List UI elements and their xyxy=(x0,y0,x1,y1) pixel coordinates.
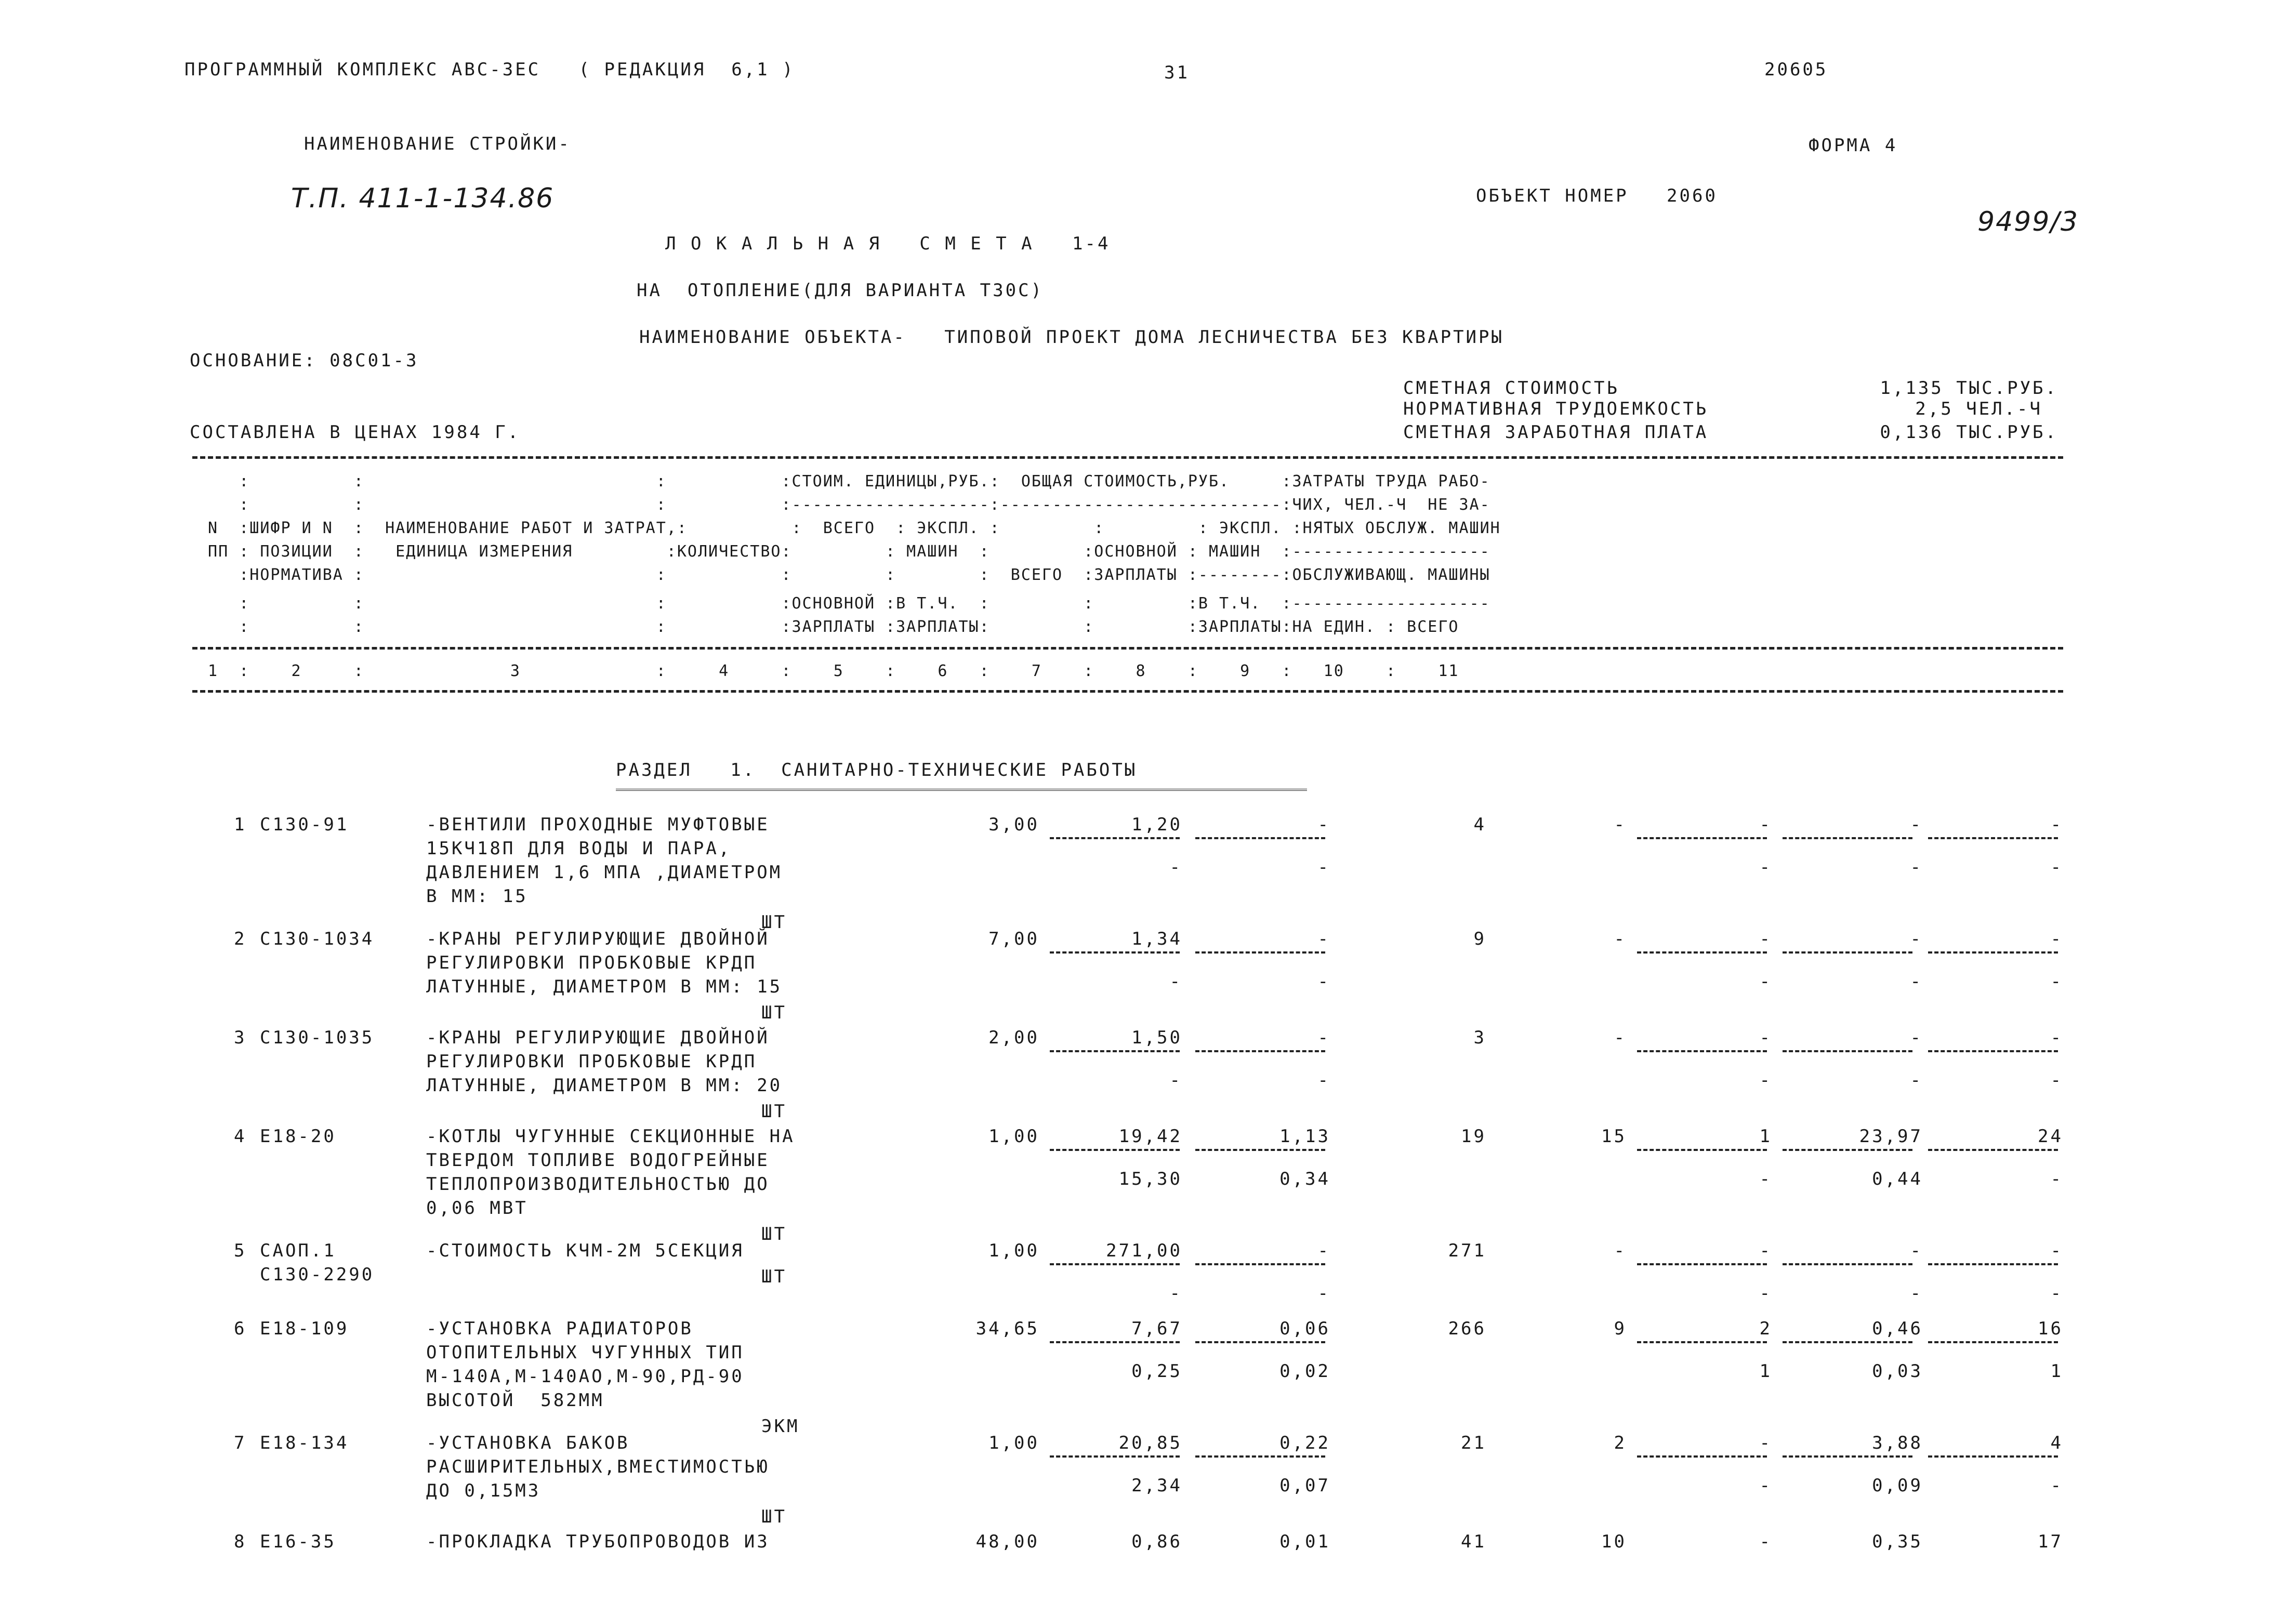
cell-divider xyxy=(1928,1050,2058,1052)
summary-value: 2,5 ЧЕЛ.-Ч xyxy=(1915,399,2042,419)
machine-wages: - xyxy=(1759,1475,1772,1496)
item-description: РЕГУЛИРОВКИ ПРОБКОВЫЕ КРДП xyxy=(426,1051,757,1072)
cell-divider xyxy=(1928,837,2058,839)
unit-cost-total: 20,85 xyxy=(1118,1433,1182,1453)
labor-per-unit: - xyxy=(1910,814,1923,835)
estimate-title: Л О К А Л Ь Н А Я С М Е Т А 1-4 xyxy=(665,233,1111,254)
cell-divider xyxy=(1637,1455,1767,1458)
unit-cost-wages: 2,34 xyxy=(1131,1475,1182,1496)
unit-cost-machines: 0,22 xyxy=(1279,1433,1330,1453)
item-description: -КОТЛЫ ЧУГУННЫЕ СЕКЦИОННЫЕ НА xyxy=(426,1126,795,1147)
machine-operation: - xyxy=(1759,1240,1772,1261)
basic-wages: - xyxy=(1614,929,1627,949)
summary-value: 1,135 ТЫС.РУБ. xyxy=(1880,378,2058,399)
item-number: 5 xyxy=(234,1240,247,1261)
unit-cost-machine-wages: - xyxy=(1317,857,1330,878)
total-cost: 21 xyxy=(1461,1433,1486,1453)
labor-per-unit: - xyxy=(1910,1240,1923,1261)
item-number: 6 xyxy=(234,1318,247,1339)
labor-per-unit: - xyxy=(1910,1027,1923,1048)
cell-divider xyxy=(1050,1263,1180,1265)
item-description: В ММ: 15 xyxy=(426,886,528,907)
item-code: САОП.1 xyxy=(260,1240,336,1261)
unit-cost-machines: - xyxy=(1317,929,1330,949)
item-quantity: 1,00 xyxy=(988,1240,1039,1261)
cell-divider xyxy=(1195,1341,1325,1343)
handwritten-project-number: Т.П. 411-1-134.86 xyxy=(291,183,555,214)
unit-cost-total: 7,67 xyxy=(1131,1318,1182,1339)
labor-total: 16 xyxy=(2038,1318,2063,1339)
service-labor-per-unit: 0,03 xyxy=(1872,1361,1923,1382)
total-cost: 4 xyxy=(1473,814,1486,835)
service-labor-per-unit: - xyxy=(1910,971,1923,992)
item-description: 15КЧ18П ДЛЯ ВОДЫ И ПАРА, xyxy=(426,838,732,859)
item-description: РАСШИРИТЕЛЬНЫХ,ВМЕСТИМОСТЬЮ xyxy=(426,1457,770,1477)
service-labor-total: - xyxy=(2050,857,2063,878)
document-code: 20605 xyxy=(1764,59,1828,80)
cell-divider xyxy=(1928,1341,2058,1343)
basic-wages: 9 xyxy=(1614,1318,1627,1339)
form-label: ФОРМА 4 xyxy=(1809,135,1898,156)
service-labor-total: - xyxy=(2050,1070,2063,1091)
machine-operation: 2 xyxy=(1759,1318,1772,1339)
item-quantity: 1,00 xyxy=(988,1126,1039,1147)
item-description: -УСТАНОВКА БАКОВ xyxy=(426,1433,630,1453)
cell-divider xyxy=(1783,1263,1912,1265)
labor-total: - xyxy=(2050,929,2063,949)
labor-per-unit: - xyxy=(1910,929,1923,949)
labor-per-unit: 3,88 xyxy=(1872,1433,1923,1453)
item-description: ДАВЛЕНИЕМ 1,6 МПА ,ДИАМЕТРОМ xyxy=(426,862,783,883)
service-labor-per-unit: 0,09 xyxy=(1872,1475,1923,1496)
basic-wages: 15 xyxy=(1601,1126,1627,1147)
unit-cost-machines: 1,13 xyxy=(1279,1126,1330,1147)
basis-label: ОСНОВАНИЕ: 08С01-3 xyxy=(190,350,419,371)
software-header: ПРОГРАММНЫЙ КОМПЛЕКС АВС-3ЕС ( РЕДАКЦИЯ 6,1 ) xyxy=(184,59,795,80)
item-code: С130-1035 xyxy=(260,1027,375,1048)
item-description: -КРАНЫ РЕГУЛИРУЮЩИЕ ДВОЙНОЙ xyxy=(426,929,770,949)
labor-per-unit: 0,46 xyxy=(1872,1318,1923,1339)
page-number: 31 xyxy=(1164,62,1190,83)
estimate-subtitle: НА ОТОПЛЕНИЕ(ДЛЯ ВАРИАНТА Т30С) xyxy=(637,280,1044,301)
labor-total: - xyxy=(2050,814,2063,835)
item-description: ТВЕРДОМ ТОПЛИВЕ ВОДОГРЕЙНЫЕ xyxy=(426,1150,770,1171)
unit-cost-wages: - xyxy=(1169,1283,1182,1304)
cell-divider xyxy=(1050,951,1180,954)
total-cost: 9 xyxy=(1473,929,1486,949)
item-description: -СТОИМОСТЬ КЧМ-2М 5СЕКЦИЯ xyxy=(426,1240,744,1261)
unit-cost-machine-wages: - xyxy=(1317,1283,1330,1304)
machine-operation: - xyxy=(1759,1531,1772,1552)
item-code: Е18-109 xyxy=(260,1318,349,1339)
cell-divider xyxy=(1783,1341,1912,1343)
item-number: 8 xyxy=(234,1531,247,1552)
unit-cost-wages: 15,30 xyxy=(1118,1169,1182,1189)
item-description: ЛАТУННЫЕ, ДИАМЕТРОМ В ММ: 15 xyxy=(426,976,783,997)
section-underline xyxy=(616,789,1307,791)
item-unit: ШТ xyxy=(761,912,787,933)
item-code: Е18-20 xyxy=(260,1126,336,1147)
item-unit: ЭКМ xyxy=(761,1416,800,1437)
item-unit: ШТ xyxy=(761,1506,787,1527)
unit-cost-machine-wages: - xyxy=(1317,1070,1330,1091)
cell-divider xyxy=(1928,1455,2058,1458)
table-header-row: : : : :ОСНОВНОЙ :В Т.Ч. : : :В Т.Ч. :------------------- xyxy=(197,594,1490,613)
item-quantity: 3,00 xyxy=(988,814,1039,835)
item-number: 7 xyxy=(234,1433,247,1453)
labor-per-unit: 0,35 xyxy=(1872,1531,1923,1552)
unit-cost-total: 1,20 xyxy=(1131,814,1182,835)
item-code: Е18-134 xyxy=(260,1433,349,1453)
table-rule-bottom xyxy=(192,690,2063,693)
cell-divider xyxy=(1783,1455,1912,1458)
unit-cost-machines: 0,06 xyxy=(1279,1318,1330,1339)
item-description: ТЕПЛОПРОИЗВОДИТЕЛЬНОСТЬЮ ДО xyxy=(426,1174,770,1195)
service-labor-per-unit: - xyxy=(1910,1283,1923,1304)
cell-divider xyxy=(1783,951,1912,954)
summary-value: 0,136 ТЫС.РУБ. xyxy=(1880,422,2058,443)
machine-wages: 1 xyxy=(1759,1361,1772,1382)
cell-divider xyxy=(1637,951,1767,954)
unit-cost-machines: - xyxy=(1317,1027,1330,1048)
item-description: ЛАТУННЫЕ, ДИАМЕТРОМ В ММ: 20 xyxy=(426,1075,783,1096)
unit-cost-wages: 0,25 xyxy=(1131,1361,1182,1382)
item-description: ДО 0,15М3 xyxy=(426,1480,541,1501)
service-labor-total: - xyxy=(2050,1283,2063,1304)
item-unit: ШТ xyxy=(761,1266,787,1287)
prices-label: СОСТАВЛЕНА В ЦЕНАХ 1984 Г. xyxy=(190,422,521,443)
cell-divider xyxy=(1050,1149,1180,1151)
basic-wages: - xyxy=(1614,814,1627,835)
item-code: С130-1034 xyxy=(260,929,375,949)
object-number: ОБЪЕКТ НОМЕР 2060 xyxy=(1476,186,1718,206)
item-number: 1 xyxy=(234,814,247,835)
cell-divider xyxy=(1637,1263,1767,1265)
service-labor-per-unit: - xyxy=(1910,1070,1923,1091)
item-unit: ШТ xyxy=(761,1224,787,1244)
labor-per-unit: 23,97 xyxy=(1859,1126,1923,1147)
unit-cost-machine-wages: 0,34 xyxy=(1279,1169,1330,1189)
cell-divider xyxy=(1195,1263,1325,1265)
total-cost: 41 xyxy=(1461,1531,1486,1552)
table-header-row: N :ШИФР И N : НАИМЕНОВАНИЕ РАБОТ И ЗАТРАТ,: : ВСЕГО : ЭКСПЛ. : : : ЭКСПЛ. :НЯТЫХ ОБСЛУЖ. МАШИН xyxy=(197,519,1501,537)
cell-divider xyxy=(1637,837,1767,839)
section-title: РАЗДЕЛ 1. САНИТАРНО-ТЕХНИЧЕСКИЕ РАБОТЫ xyxy=(616,760,1138,780)
machine-wages: - xyxy=(1759,857,1772,878)
machine-wages: - xyxy=(1759,1070,1772,1091)
table-header-row: : : : :-------------------:---------------------------:ЧИХ, ЧЕЛ.-Ч НЕ ЗА- xyxy=(197,496,1490,514)
item-description: ОТОПИТЕЛЬНЫХ ЧУГУННЫХ ТИП xyxy=(426,1342,744,1363)
item-quantity: 2,00 xyxy=(988,1027,1039,1048)
machine-operation: - xyxy=(1759,1433,1772,1453)
basic-wages: 2 xyxy=(1614,1433,1627,1453)
unit-cost-total: 0,86 xyxy=(1131,1531,1182,1552)
unit-cost-machines: - xyxy=(1317,1240,1330,1261)
column-numbers: 1 : 2 : 3 : 4 : 5 : 6 : 7 : 8 : 9 : 10 : 11 xyxy=(197,662,1459,680)
item-unit: ШТ xyxy=(761,1002,787,1023)
object-name: НАИМЕНОВАНИЕ ОБЪЕКТА- ТИПОВОЙ ПРОЕКТ ДОМА ЛЕСНИЧЕСТВА БЕЗ КВАРТИРЫ xyxy=(639,327,1504,348)
basic-wages: 10 xyxy=(1601,1531,1627,1552)
summary-label: СМЕТНАЯ ЗАРАБОТНАЯ ПЛАТА xyxy=(1403,422,1709,443)
service-labor-total: - xyxy=(2050,1169,2063,1189)
cell-divider xyxy=(1928,951,2058,954)
cell-divider xyxy=(1928,1149,2058,1151)
table-rule-top xyxy=(192,456,2063,459)
machine-operation: - xyxy=(1759,929,1772,949)
item-quantity: 34,65 xyxy=(975,1318,1039,1339)
item-code: С130-2290 xyxy=(260,1264,375,1285)
total-cost: 19 xyxy=(1461,1126,1486,1147)
unit-cost-total: 271,00 xyxy=(1106,1240,1182,1261)
service-labor-total: 1 xyxy=(2050,1361,2063,1382)
basic-wages: - xyxy=(1614,1240,1627,1261)
total-cost: 266 xyxy=(1448,1318,1486,1339)
table-header-row: : : : :СТОИМ. ЕДИНИЦЫ,РУБ.: ОБЩАЯ СТОИМОСТЬ,РУБ. :ЗАТРАТЫ ТРУДА РАБО- xyxy=(197,472,1490,491)
cell-divider xyxy=(1050,1455,1180,1458)
cell-divider xyxy=(1195,1050,1325,1052)
table-header-row: : : : :ЗАРПЛАТЫ :ЗАРПЛАТЫ: : :ЗАРПЛАТЫ:НА ЕДИН. : ВСЕГО xyxy=(197,618,1459,636)
machine-operation: - xyxy=(1759,814,1772,835)
cell-divider xyxy=(1637,1050,1767,1052)
item-number: 2 xyxy=(234,929,247,949)
labor-total: 17 xyxy=(2038,1531,2063,1552)
labor-total: 24 xyxy=(2038,1126,2063,1147)
cell-divider xyxy=(1637,1149,1767,1151)
unit-cost-machine-wages: 0,07 xyxy=(1279,1475,1330,1496)
handwritten-archive-id: 9499/3 xyxy=(1977,206,2079,237)
cell-divider xyxy=(1050,1341,1180,1343)
machine-operation: 1 xyxy=(1759,1126,1772,1147)
cell-divider xyxy=(1783,1149,1912,1151)
cell-divider xyxy=(1050,1050,1180,1052)
cell-divider xyxy=(1928,1263,2058,1265)
service-labor-total: - xyxy=(2050,971,2063,992)
unit-cost-machine-wages: - xyxy=(1317,971,1330,992)
cell-divider xyxy=(1195,1455,1325,1458)
cell-divider xyxy=(1783,1050,1912,1052)
service-labor-per-unit: 0,44 xyxy=(1872,1169,1923,1189)
total-cost: 3 xyxy=(1473,1027,1486,1048)
basic-wages: - xyxy=(1614,1027,1627,1048)
construction-label: НАИМЕНОВАНИЕ СТРОЙКИ- xyxy=(304,134,571,154)
cell-divider xyxy=(1050,837,1180,839)
item-number: 3 xyxy=(234,1027,247,1048)
cell-divider xyxy=(1195,1149,1325,1151)
item-unit: ШТ xyxy=(761,1101,787,1122)
item-description: М-140А,М-140АО,М-90,РД-90 xyxy=(426,1366,744,1387)
unit-cost-wages: - xyxy=(1169,857,1182,878)
item-description: -ВЕНТИЛИ ПРОХОДНЫЕ МУФТОВЫЕ xyxy=(426,814,770,835)
item-quantity: 48,00 xyxy=(975,1531,1039,1552)
machine-wages: - xyxy=(1759,1169,1772,1189)
cell-divider xyxy=(1195,951,1325,954)
item-code: С130-91 xyxy=(260,814,349,835)
labor-total: - xyxy=(2050,1240,2063,1261)
item-number: 4 xyxy=(234,1126,247,1147)
labor-total: 4 xyxy=(2050,1433,2063,1453)
unit-cost-wages: - xyxy=(1169,1070,1182,1091)
cell-divider xyxy=(1783,837,1912,839)
item-code: Е16-35 xyxy=(260,1531,336,1552)
machine-wages: - xyxy=(1759,971,1772,992)
unit-cost-machines: - xyxy=(1317,814,1330,835)
item-quantity: 7,00 xyxy=(988,929,1039,949)
table-header-row: ПП : ПОЗИЦИИ : ЕДИНИЦА ИЗМЕРЕНИЯ :КОЛИЧЕСТВО: : МАШИН : :ОСНОВНОЙ : МАШИН :------------------- xyxy=(197,542,1490,561)
total-cost: 271 xyxy=(1448,1240,1486,1261)
unit-cost-machines: 0,01 xyxy=(1279,1531,1330,1552)
item-description: -КРАНЫ РЕГУЛИРУЮЩИЕ ДВОЙНОЙ xyxy=(426,1027,770,1048)
cell-divider xyxy=(1637,1341,1767,1343)
unit-cost-total: 1,34 xyxy=(1131,929,1182,949)
machine-operation: - xyxy=(1759,1027,1772,1048)
service-labor-total: - xyxy=(2050,1475,2063,1496)
labor-total: - xyxy=(2050,1027,2063,1048)
machine-wages: - xyxy=(1759,1283,1772,1304)
unit-cost-total: 1,50 xyxy=(1131,1027,1182,1048)
table-rule-middle xyxy=(192,647,2063,650)
service-labor-per-unit: - xyxy=(1910,857,1923,878)
item-description: РЕГУЛИРОВКИ ПРОБКОВЫЕ КРДП xyxy=(426,952,757,973)
item-description: -УСТАНОВКА РАДИАТОРОВ xyxy=(426,1318,693,1339)
item-description: -ПРОКЛАДКА ТРУБОПРОВОДОВ ИЗ xyxy=(426,1531,770,1552)
cell-divider xyxy=(1195,837,1325,839)
unit-cost-total: 19,42 xyxy=(1118,1126,1182,1147)
item-description: 0,06 МВТ xyxy=(426,1198,528,1219)
item-quantity: 1,00 xyxy=(988,1433,1039,1453)
summary-label: НОРМАТИВНАЯ ТРУДОЕМКОСТЬ xyxy=(1403,399,1709,419)
summary-label: СМЕТНАЯ СТОИМОСТЬ xyxy=(1403,378,1619,399)
item-description: ВЫСОТОЙ 582ММ xyxy=(426,1390,604,1411)
unit-cost-machine-wages: 0,02 xyxy=(1279,1361,1330,1382)
table-header-row: :НОРМАТИВА : : : : : ВСЕГО :ЗАРПЛАТЫ :--------:ОБСЛУЖИВАЮЩ. МАШИНЫ xyxy=(197,566,1490,584)
unit-cost-wages: - xyxy=(1169,971,1182,992)
